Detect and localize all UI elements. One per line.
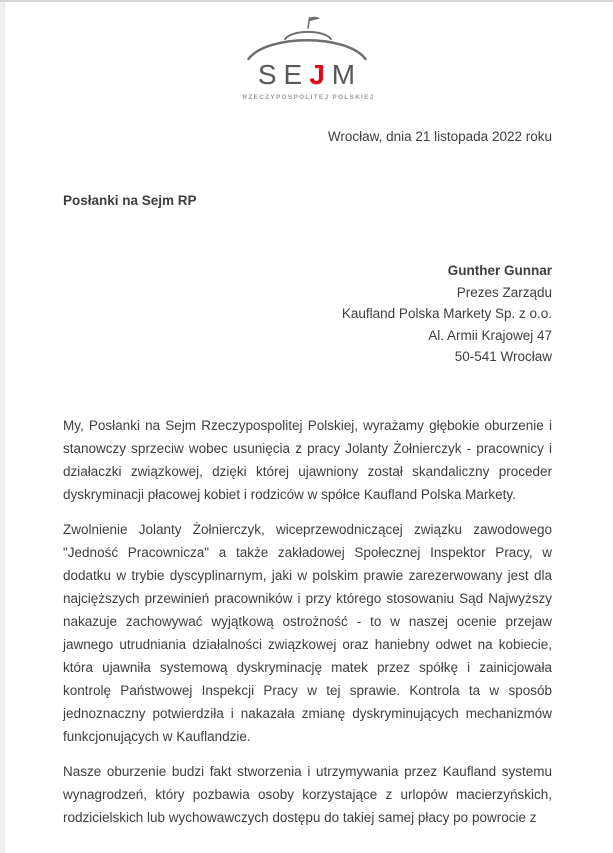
sejm-wordmark (242, 59, 372, 91)
sender-heading: Posłanki na Sejm RP (63, 193, 197, 208)
recipient-street: Al. Armii Krajowej 47 (428, 327, 552, 343)
recipient-company: Kaufland Polska Markety Sp. z o.o. (341, 306, 552, 321)
sejm-dome-icon (247, 15, 367, 61)
recipient-role: Prezes Zarządu (456, 284, 552, 300)
sejm-letter-m: M (331, 59, 363, 90)
recipient-block (342, 260, 552, 368)
sejm-logo (242, 15, 375, 101)
logo-subtitle: RZECZYPOSPOLITEJ POLSKIEJ (242, 94, 375, 101)
date-line: Wrocław, dnia 21 listopada 2022 roku (327, 129, 552, 144)
recipient-city: 50-541 Wrocław (454, 349, 552, 364)
recipient-name: Gunther Gunnar (447, 263, 552, 278)
paragraph-2: Zwolnienie Jolanty Żołnierczyk, wiceprzewodniczącej związku zawodowego "Jedność Pracownicza" a także zakładowej Społecznej Inspektor Pracy, w dodatku w trybie dyscyplinarnym, jaki w polskim prawie zarezerwowany jest dla najcięższych przewinień pracowników i przy którego stosowaniu Sąd Najwyższy nakazuje zachowywać wyjątkową ostrożność - to w naszej ocenie przejaw jawnego utrudniania działalności związkowej oraz haniebny odwet na kobiecie, która ujawniła systemową dyskryminację matek przez spółkę i zainicjowała kontrolę Państwowej Inspekcji Pracy w tej sprawie. Kontrola ta w sposób jednoznaczny potwierdziła i nakazała zmianę dyskryminujących mechanizmów funkcjonujących w Kauflandzie. (63, 522, 552, 744)
paragraph-3: Nasze oburzenie budzi fakt stworzenia i utrzymywania przez Kaufland systemu wynagrodzeń, który pozbawia osoby korzystające z urlopów macierzyńskich, rodzicielskich lub wychowawczych dostępu do takiej samej płacy po powrocie z (63, 764, 552, 825)
sejm-letters-se: SE (257, 59, 310, 90)
sejm-letter-j: J (309, 59, 332, 90)
letter-body (63, 414, 552, 829)
paragraph-1: My, Posłanki na Sejm Rzeczypospolitej Polskiej, wyrażamy głębokie oburzenie i stanowczy sprzeciw wobec usunięcia z pracy Jolanty Żołnierczyk - pracownicy i działaczki związkowej, dzięki której ujawniony został skandaliczny proceder dyskryminacji płacowej kobiet i rodziców w spółce Kaufland Polska Markety. (63, 418, 552, 502)
